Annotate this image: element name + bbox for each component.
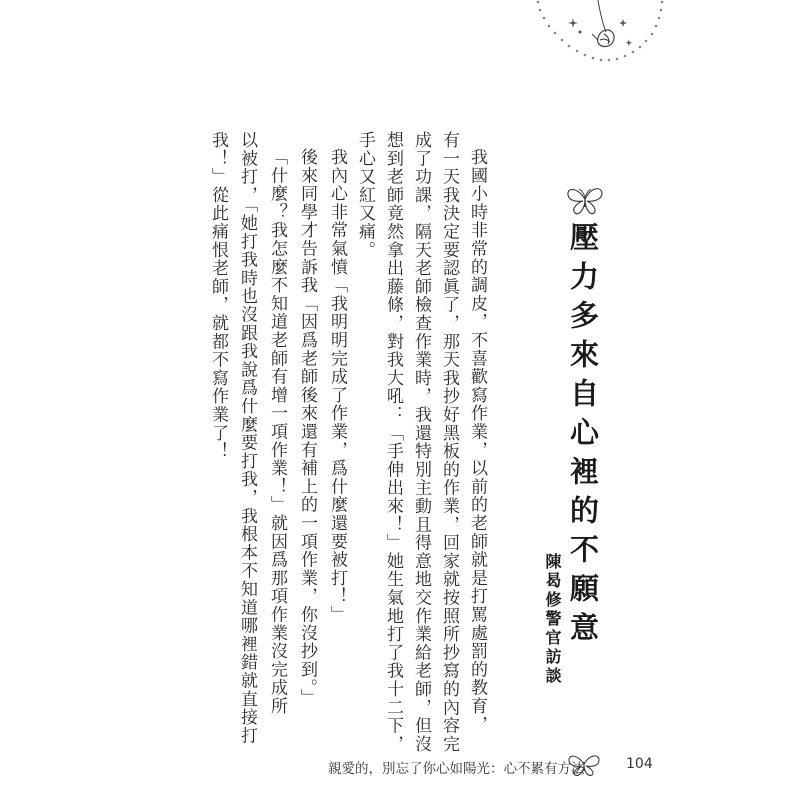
flower-icon	[528, 0, 668, 80]
chapter-author: 陳曷修警官訪談	[543, 553, 562, 686]
body-column-1: 我國小時非常的調皮，不喜歡寫作業，以前的老師就是打罵處罰的教育，	[467, 148, 487, 734]
body-column-9: 以被打，「她打我時也沒跟我說爲什麼要打我，我根本不知道哪裡錯就直接打	[237, 131, 257, 745]
body-column-6: 我內心非常氣憤「我明明完成了作業，爲什麼還要被打！」	[327, 148, 347, 624]
body-column-7: 後來同學才告訴我「因爲老師後來還有補上的一項作業，你沒抄到。」	[297, 148, 317, 707]
butterfly-icon	[566, 752, 602, 778]
page-number: 104	[626, 756, 653, 772]
running-footer-title: 親愛的，別忘了你心如陽光：心不累有方法	[328, 761, 585, 777]
body-column-4: 想到老師竟然拿出藤條，對我大吼：「手伸出來！」她生氣地打了我十二下，	[383, 131, 403, 754]
butterfly-icon	[565, 183, 605, 217]
body-column-5: 手心又紅又痛。	[355, 131, 375, 260]
body-column-2: 有一天我決定要認眞了，那天我抄好黑板的作業，回家就按照所抄寫的內容完	[439, 131, 459, 754]
body-column-3: 成了功課，隔天老師檢查作業時，我還特別主動且得意地交作業給老師，但沒	[411, 131, 431, 754]
body-column-8: 「什麼？我怎麼不知道老師有增一項作業！」就因爲那項作業沒完成所	[267, 148, 287, 716]
body-column-10: 我！」從此痛恨老師，就都不寫作業了！	[208, 131, 228, 461]
chapter-title: 壓力多來自心裡的不願意	[566, 222, 600, 651]
